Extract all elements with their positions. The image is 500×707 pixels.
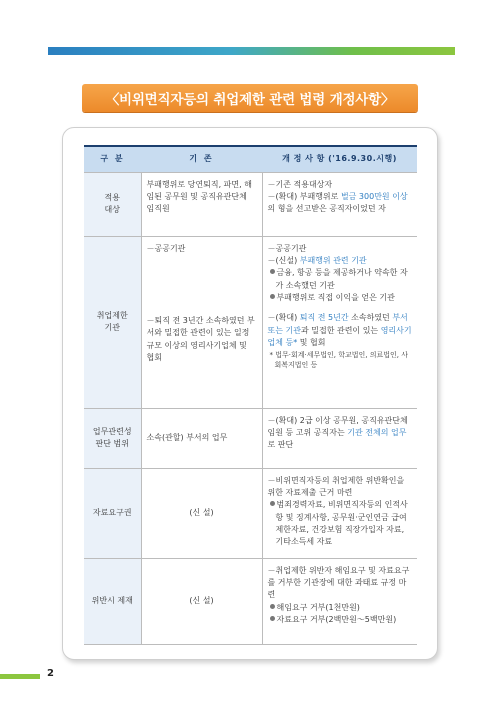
- revised-bullet: [268, 602, 413, 614]
- row-existing: [141, 236, 262, 408]
- revised-text: －(확대) 부패행위로: [267, 191, 341, 201]
- revised-bullet: [268, 614, 413, 626]
- revised-text: －(확대): [267, 313, 300, 323]
- revised-item: －비위면직자등의 취업제한 위반확인을 위한 자료제출 근거 마련: [267, 475, 405, 497]
- revised-highlight: 부패행위 관련 기관: [299, 255, 367, 265]
- existing-text: －공공기관: [146, 243, 186, 253]
- revised-item: －기존 적용대상자: [267, 179, 333, 189]
- bullet-dot-icon: [270, 294, 275, 299]
- title-banner: [82, 84, 418, 112]
- comparison-table: [84, 145, 417, 645]
- revised-bullet: [268, 267, 413, 292]
- revised-item: －공공기관: [267, 243, 307, 253]
- revised-text: 자료요구 거부(2백만원～5백만원): [276, 615, 397, 625]
- page-title: 〈비위면직자등의 취업제한 관련 법령 개정사항〉: [105, 92, 395, 108]
- row-existing: [141, 468, 262, 558]
- page-number-bar: [0, 674, 40, 679]
- table-row: [84, 236, 417, 408]
- bullet-dot-icon: [270, 604, 275, 609]
- header-revised: 개 정 사 항 ('16.9.30.시행): [262, 146, 417, 172]
- revised-text: 소속하였던: [348, 313, 393, 323]
- existing-text: (신 설): [189, 507, 214, 517]
- revised-text: 부패행위로 직접 이익을 얻은 기관: [276, 293, 395, 303]
- existing-text: (신 설): [189, 595, 214, 605]
- bullet-dot-icon: [270, 501, 275, 506]
- row-existing: [141, 558, 262, 644]
- revised-text: 의 형을 선고받은 공직자이었던 자: [267, 204, 386, 214]
- table-row: [84, 558, 417, 644]
- row-revised: [262, 558, 417, 644]
- existing-text: －퇴직 전 3년간 소속하였던 부서와 밀접한 관련이 있는 일정규모 이상의 영리사기업체 및 협회: [146, 315, 255, 363]
- bullet-dot-icon: [270, 616, 275, 621]
- revised-highlight: 기관 전체의 업무: [347, 427, 407, 437]
- revised-highlight: 벌금 300만원 이상: [340, 191, 408, 201]
- revised-bullet: [268, 499, 413, 549]
- revised-text: 및 협회: [297, 338, 326, 348]
- existing-text: 소속(관할) 부서의 업무: [146, 432, 228, 442]
- top-gradient-bar: [48, 47, 455, 55]
- bullet-dot-icon: [270, 269, 275, 274]
- table-row: [84, 468, 417, 558]
- revised-text: －(확대) 2급 이상 공무원, 공직유관단체 임원 등 고위 공직자는: [267, 415, 408, 437]
- table-header-row: [84, 146, 417, 172]
- revised-item: [268, 312, 413, 349]
- revised-text: 과 밀접한 관련이 있는: [300, 325, 381, 335]
- revised-text: 금융, 항공 등을 제공하거나 약속한 자가 소속했던 기관: [275, 268, 408, 290]
- revised-item: [268, 191, 413, 216]
- revised-text: －(신설): [267, 255, 300, 265]
- row-category: 자료요구권: [84, 468, 141, 558]
- revised-bullet: [268, 292, 413, 304]
- row-category: 적용 대상: [84, 172, 141, 236]
- row-category: 업무관련성 판단 범위: [84, 408, 141, 468]
- table-row: [84, 172, 417, 236]
- row-revised: [262, 172, 417, 236]
- row-revised: [262, 408, 417, 468]
- revised-text: 로 판단: [267, 440, 294, 450]
- footnote: * 법무·회계·세무법인, 학교법인, 의료법인, 사회복지법인 등: [269, 350, 408, 370]
- revised-highlight: 영리사기업체 등*: [267, 325, 412, 348]
- revised-highlight: 부서 또는 기관: [267, 313, 408, 335]
- revised-item: [268, 415, 413, 452]
- row-category: 위반시 제재: [84, 558, 141, 644]
- table-row: [84, 408, 417, 468]
- header-existing: 기 존: [141, 146, 262, 172]
- revised-text: 범죄경력자료, 비위면직자등의 인적사항 및 징계사항, 공무원·군인연금 급여제한자료, 건강보험 직장가입자 자료, 기타소득세 자료: [275, 500, 408, 547]
- row-revised: [262, 468, 417, 558]
- row-existing: [141, 172, 262, 236]
- revised-item: －취업제한 위반자 해임요구 및 자료요구를 거부한 기관장에 대한 과태료 규정 마련: [267, 565, 410, 600]
- revised-highlight: 퇴직 전 5년간: [299, 313, 349, 323]
- page-number: 2: [47, 668, 54, 679]
- header-category: 구 분: [84, 146, 141, 172]
- existing-text: 부패행위로 당연퇴직, 파면, 해임된 공무원 및 공직유관단체 임직원: [146, 179, 252, 214]
- revised-text: 해임요구 거부(1천만원): [276, 602, 360, 612]
- row-existing: [141, 408, 262, 468]
- revised-item: [268, 255, 413, 267]
- row-category: 취업제한 기관: [84, 236, 141, 408]
- row-revised: [262, 236, 417, 408]
